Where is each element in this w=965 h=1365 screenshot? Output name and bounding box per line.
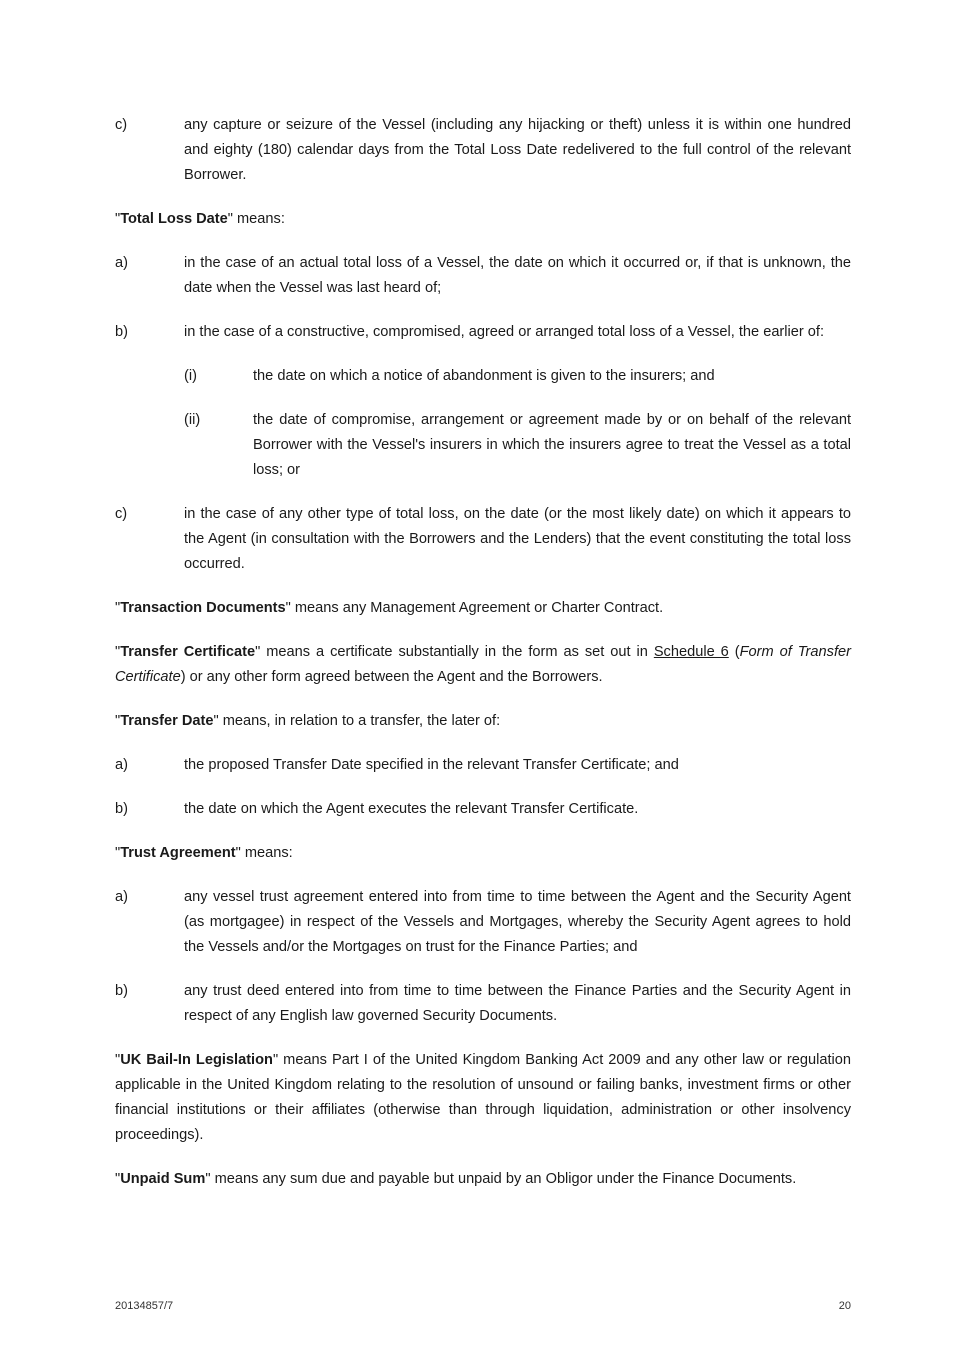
definition-uk-bail-in-legislation: "UK Bail-In Legislation" means Part I of the United Kingdom Banking Act 2009 and any other law or regulation applicable in the United Kingdom relating to the resolution of unsound or failing banks, investment firms or other financial institutions or their affiliates (otherwise than through liquidation, administration or other insolvency proceedings). [115, 1052, 852, 1143]
definition-trust-agreement: "Trust Agreement" means: [115, 845, 293, 861]
schedule-6-link[interactable]: Schedule 6 [653, 644, 729, 660]
item-number: a) [115, 255, 128, 271]
item-number: c) [115, 117, 128, 133]
document-reference: 20134857/7 [115, 1300, 174, 1312]
definition-unpaid-sum: "Unpaid Sum" means any sum due and payable but unpaid by an Obligor under the Finance Documents. [115, 1171, 797, 1187]
item-text: in the case of an actual total loss of a Vessel, the date on which it occurred or, if that is unknown, the date when the Vessel was last heard of; [184, 255, 851, 296]
item-text: any capture or seizure of the Vessel (including any hijacking or theft) unless it is within one hundred and eighty (180) calendar days from the Total Loss Date redelivered to the full control of the relevant Borrower. [184, 117, 851, 183]
defined-term: Trust Agreement [120, 845, 236, 861]
schedule-title: Form of Transfer Certificate [115, 644, 851, 685]
item-text: in the case of any other type of total loss, on the date (or the most likely date) on which it appears to the Agent (in consultation with the Borrowers and the Lenders) that the event constituting the total loss occurred. [184, 506, 851, 572]
transfer-date-a [115, 753, 851, 778]
definition-transfer-date: "Transfer Date" means, in relation to a transfer, the later of: [115, 713, 501, 729]
total-loss-date-a [115, 251, 851, 301]
sub-item-number: (ii) [184, 412, 201, 428]
trust-agreement-b [115, 979, 851, 1029]
sub-item-text: the date of compromise, arrangement or agreement made by or on behalf of the relevant Borrower with the Vessel's insurers in which the insurers agree to treat the Vessel as a total loss; or [253, 412, 851, 478]
transfer-date-b [115, 797, 851, 822]
item-text: the date on which the Agent executes the relevant Transfer Certificate. [184, 801, 639, 817]
clause-c-capture [115, 113, 851, 188]
item-text: any vessel trust agreement entered into from time to time between the Agent and the Security Agent (as mortgagee) in respect of the Vessels and Mortgages, whereby the Security Agent agrees to hold the Vessels and/or the Mortgages on trust for the Finance Parties; and [184, 889, 851, 955]
item-text: the proposed Transfer Date specified in the relevant Transfer Certificate; and [184, 757, 679, 773]
item-text: any trust deed entered into from time to time between the Finance Parties and the Security Agent in respect of any English law governed Security Documents. [184, 983, 851, 1024]
trust-agreement-a [115, 885, 851, 960]
defined-term: UK Bail-In Legislation [120, 1052, 273, 1068]
item-number: b) [115, 801, 128, 817]
page-number: 20 [838, 1300, 851, 1312]
total-loss-date-b [115, 320, 851, 345]
item-text: in the case of a constructive, compromised, agreed or arranged total loss of a Vessel, the earlier of: [184, 324, 825, 340]
defined-term: Transfer Date [120, 713, 214, 729]
item-number: b) [115, 983, 128, 999]
total-loss-date-b-i [115, 364, 851, 389]
defined-term: Total Loss Date [120, 211, 228, 227]
definition-transfer-certificate: "Transfer Certificate" means a certificate substantially in the form as set out in Schedule 6 (Form of Transfer Certificate) or any other form agreed between the Agent and the Borrowers. [115, 644, 851, 685]
defined-term: Transaction Documents [120, 600, 286, 616]
defined-term: Transfer Certificate [120, 644, 256, 660]
item-number: a) [115, 757, 128, 773]
definition-total-loss-date: "Total Loss Date" means: [115, 211, 285, 227]
total-loss-date-c [115, 502, 851, 577]
definition-transaction-documents: "Transaction Documents" means any Management Agreement or Charter Contract. [115, 600, 664, 616]
sub-item-number: (i) [184, 368, 197, 384]
defined-term: Unpaid Sum [120, 1171, 206, 1187]
document-page [115, 113, 851, 1211]
item-number: b) [115, 324, 128, 340]
item-number: a) [115, 889, 128, 905]
sub-item-text: the date on which a notice of abandonment is given to the insurers; and [253, 368, 715, 384]
total-loss-date-b-ii [115, 408, 851, 483]
item-number: c) [115, 506, 128, 522]
